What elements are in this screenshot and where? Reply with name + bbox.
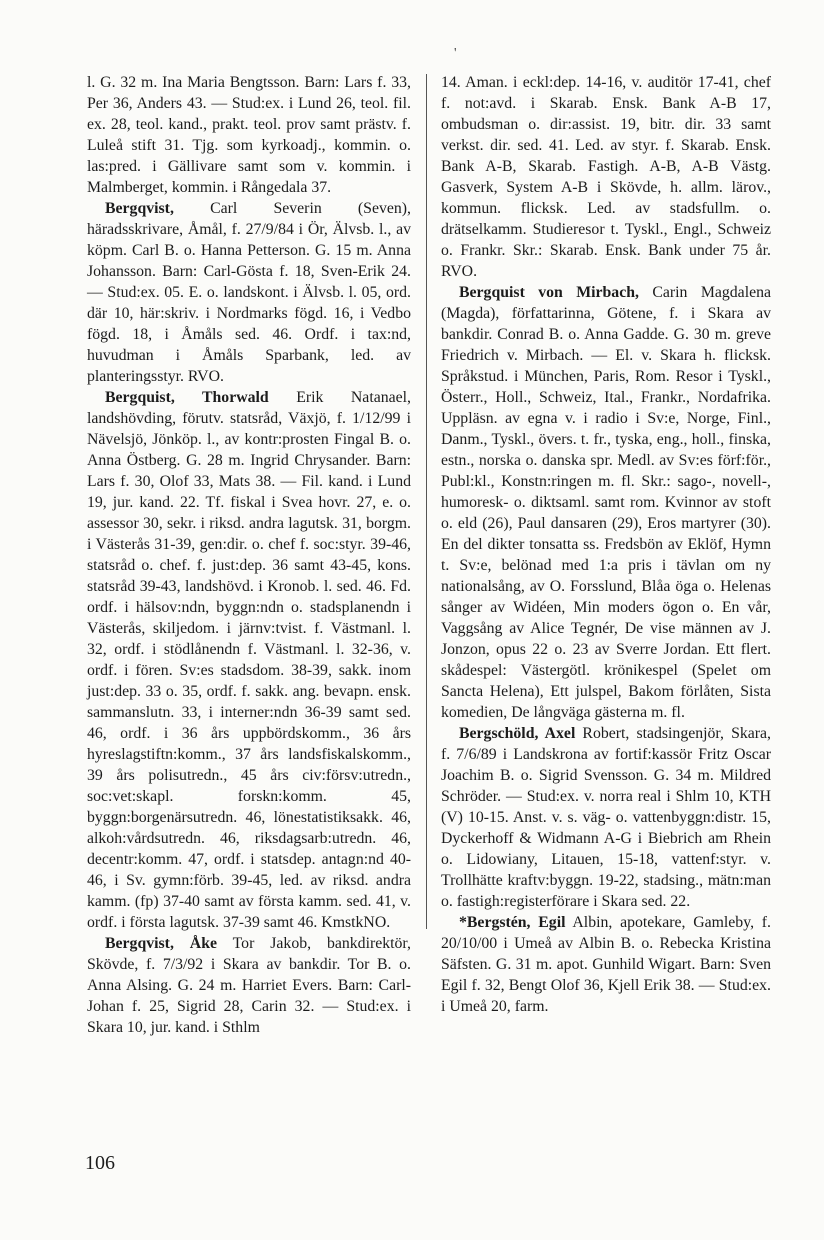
entry-text: l. G. 32 m. Ina Maria Bengtsson. Barn: Lars f. 33, Per 36, Anders 43. — Stud:ex. i Lund 26, teol. fil. ex. 28, teol. kand., prakt. teol. prov samt prästv. f. Luleå stift 31. Tjg. som kyrkoadj., kommin. o. las:pred. i Gällivare samt som v. kommin. i Malmberget, kommin. i Rångedala 37. [87, 74, 411, 196]
entry-text: Robert, stadsingenjör, Skara, f. 7/6/89 i Landskrona av fortif:kassör Fritz Oscar Joachim B. o. Sigrid Svensson. G. 34 m. Mildred Schröder. — Stud:ex. v. norra real i Shlm 10, KTH (V) 10-15. Anst. v. s. väg- o. vattenbyggn:distr. 15, Dyckerhoff & Widmann A-G i Biebrich am Rhein o. Lidowiany, Litauen, 15-18, vattenf:styr. v. Trollhätte kraftv:byggn. 19-22, stadsing., mätn:man o. fastigh:registerförare i Skara sed. 22. [441, 725, 771, 910]
entry-name: Bergquist von Mirbach, [459, 284, 639, 301]
entry-text: Albin, apotekare, Gamleby, f. 20/10/00 i Umeå av Albin B. o. Rebecka Kristina Säfsten. G. 31 m. apot. Gunhild Wigart. Barn: Sven Egil f. 32, Bengt Olof 36, Kjell Erik 38. — Stud:ex. i Umeå 20, farm. [441, 914, 771, 1015]
entry-name: *Bergstén, Egil [459, 914, 566, 931]
page-number: 106 [85, 1152, 115, 1174]
entry [87, 933, 411, 1038]
right-column [441, 72, 771, 1017]
entry [441, 723, 771, 912]
entry-text: Tor Jakob, bankdirektör, Skövde, f. 7/3/92 i Skara av bankdir. Tor B. o. Anna Alsing. G. 24 m. Harriet Evers. Barn: Carl-Johan f. 25, Sigrid 28, Carin 32. — Stud:ex. i Skara 10, jur. kand. i Sthlm [87, 935, 411, 1036]
entry-text: Carl Severin (Seven), häradsskrivare, Åmål, f. 27/9/84 i Ör, Älvsb. l., av köpm. Carl B. o. Hanna Petterson. G. 15 m. Anna Johansson. Barn: Carl-Gösta f. 18, Sven-Erik 24. — Stud:ex. 05. E. o. landskont. i Älvsb. l. 05, ord. där 10, här:skriv. i Nordmarks fögd. 16, i Vedbo fögd. 18, i Åmåls sed. 46. Ordf. i tax:nd, huvudman i Åmåls Sparbank, led. av planteringsstyr. RVO. [87, 200, 411, 385]
entry-name: Bergqvist, [105, 200, 174, 217]
entry-name: Bergquist, Thorwald [105, 389, 269, 406]
entry-text: 14. Aman. i eckl:dep. 14-16, v. auditör 17-41, chef f. not:avd. i Skarab. Ensk. Bank A-B 17, ombudsman o. dir:assist. 19, bitr. dir. 33 samt verkst. dir. sed. 41. Led. av styr. f. Skarab. Ensk. Bank A-B, Skarab. Fastigh. A-B, A-B Västg. Gasverk, System A-B i Skövde, h. allm. lärov., kommun. flicksk. Led. av stadsfullm. o. drätselkamm. Studieresor t. Tyskl., Engl., Schweiz o. Frankr. Skr.: Skarab. Ensk. Bank under 75 år. RVO. [441, 74, 771, 280]
entry-name: Bergqvist, Åke [105, 935, 218, 952]
entry [87, 387, 411, 933]
entry [87, 198, 411, 387]
column-divider [426, 74, 427, 929]
entry [87, 72, 411, 198]
entry-text: Carin Magdalena (Magda), författarinna, Götene, f. i Skara av bankdir. Conrad B. o. Anna Gadde. G. 30 m. greve Friedrich v. Mirbach. — El. v. Skara h. flicksk. Språkstud. i München, Paris, Rom. Resor i Tyskl., Österr., Holl., Schweiz, Ital., Frankr., Nordafrika. Uppläsn. av egna v. i radio i Sv:e, Norge, Finl., Danm., Tyskl., övers. t. fr., tyska, eng., holl., finska, estn., norska o. danska spr. Medl. av Sv:es förf:för., Publ:kl., Konstn:ringen m. fl. Skr.: sago-, novell-, humoresk- o. diktsaml. samt rom. Kvinnor av stoft o. eld (26), Paul dansaren (29), Eros martyrer (30). En del dikter tonsatta ss. Fredsbön av Eklöf, Hymn t. Sv:e, belönad med 1:a pris i tävlan om ny nationalsång, av O. Forsslund, Blåa öga o. Helenas sånger av Widéen, Min moders ögon o. En vår, Vaggsång av Alice Tegnér, De vise männen av J. Jonzon, opus 22 o. 23 av Sverre Jordan. Ett flert. skådespel: Västergötl. krönikespel (Spelet om Sancta Helena), Ett julspel, Bakom förlåten, Sista komedien, De långväga gästerna m. fl. [441, 284, 771, 721]
print-speck: ' [454, 46, 457, 61]
entry [441, 912, 771, 1017]
entry-name: Bergschöld, Axel [459, 725, 576, 742]
entry [441, 282, 771, 723]
entry-text: Erik Natanael, landshövding, förutv. statsråd, Växjö, f. 1/12/99 i Nävelsjö, Jönköp. l., av kontr:prosten Fingal B. o. Anna Östberg. G. 28 m. Ingrid Chrysander. Barn: Lars f. 30, Olof 33, Mats 38. — Fil. kand. i Lund 19, jur. kand. 22. Tf. fiskal i Svea hovr. 27, e. o. assessor 30, sekr. i riksd. andra lagutsk. 31, borgm. i Västerås 31-39, gen:dir. o. chef f. soc:styr. 39-46, statsråd o. chef. f. just:dep. 36 samt 43-45, kons. statsråd 39-43, landshövd. i Kronob. l. sed. 46. Fd. ordf. i hälsov:ndn, byggn:ndn o. stadsplanendn i Västerås, skiljedom. i järnv:tvist. f. Västmanl. l. 32, ordf. i stödlånendn f. Västmanl. l. 32-36, v. ordf. i fören. Sv:es stadsdom. 38-39, sakk. inom just:dep. 33 o. 35, ordf. f. sakk. ang. bevapn. ensk. sammanslutn. 33, i interner:ndn 36-39 samt sed. 46, ordf. i 36 års uppbördskomm., 36 års hyreslagstiftn:komm., 37 års landsfiskalskomm., 39 års polisutredn., 45 års civ:försv:utredn., soc:vet:skapl. forskn:komm. 45, byggn:borgenärsutredn. 46, lönestatistiksakk. 46, alkoh:vårdsutredn. 46, riksdagsarb:utredn. 46, decentr:komm. 47, ordf. i statsdep. antagn:nd 40-46, i Sv. gymn:förb. 39-45, led. av riksd. andra kamm. (fp) 37-40 samt av första kamm. sed. 41, v. ordf. i första lagutsk. 37-39 samt 46. KmstkNO. [87, 389, 411, 931]
left-column [87, 72, 411, 1038]
entry [441, 72, 771, 282]
